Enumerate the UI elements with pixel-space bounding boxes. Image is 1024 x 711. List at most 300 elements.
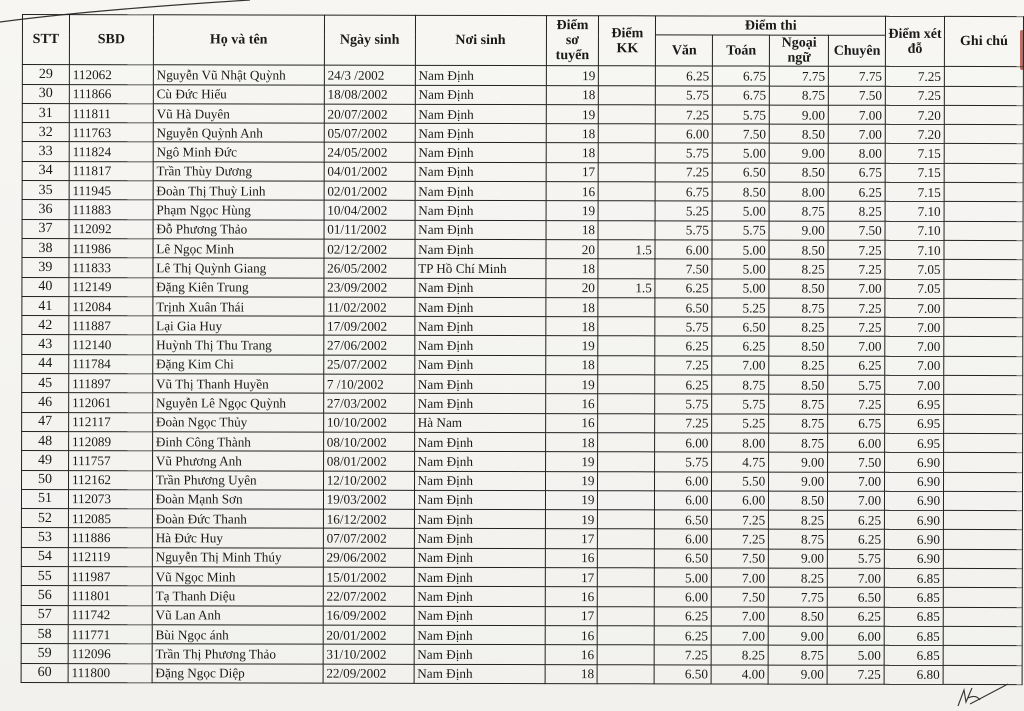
cell-van: 5.75 [656, 85, 713, 104]
cell-diem-kk [598, 587, 655, 606]
cell-diem-so-tuyen: 20 [546, 240, 599, 259]
cell-pob: Nam Định [415, 201, 546, 221]
cell-stt: 55 [21, 567, 68, 586]
cell-pob: Nam Định [414, 509, 545, 529]
cell-diem-xet-do: 6.80 [884, 665, 943, 684]
cell-diem-so-tuyen: 18 [546, 143, 599, 162]
cell-pob: Nam Định [414, 606, 545, 626]
cell-ghi-chu [944, 337, 1023, 356]
cell-toan: 8.25 [711, 645, 768, 664]
cell-ghi-chu [944, 183, 1023, 202]
cell-ngoai-ngu: 9.00 [770, 105, 829, 124]
cell-ngoai-ngu: 7.75 [770, 66, 829, 85]
cell-chuyen: 7.75 [829, 66, 886, 85]
cell-diem-xet-do: 6.95 [885, 414, 944, 433]
cell-name: Lê Thị Quỳnh Giang [153, 258, 324, 278]
cell-pob: Nam Định [414, 529, 545, 549]
table-row [22, 181, 1023, 202]
cell-diem-xet-do: 7.00 [885, 337, 944, 356]
cell-toan: 5.00 [713, 143, 770, 162]
cell-stt: 39 [22, 258, 69, 277]
cell-pob: Nam Định [415, 85, 546, 105]
cell-ghi-chu [943, 530, 1022, 549]
cell-ghi-chu [944, 318, 1023, 337]
cell-diem-xet-do: 6.90 [884, 549, 943, 568]
cell-ngoai-ngu: 8.00 [769, 182, 828, 201]
cell-ngoai-ngu: 8.75 [769, 394, 828, 413]
cell-name: Trịnh Xuân Thái [153, 297, 324, 317]
cell-dob: 22/09/2002 [323, 664, 414, 683]
cell-toan: 7.25 [712, 510, 769, 529]
table-header [22, 15, 1023, 67]
cell-name: Đoàn Ngọc Thủy [152, 412, 323, 432]
cell-stt: 56 [21, 586, 68, 605]
cell-chuyen: 6.75 [828, 163, 885, 182]
cell-diem-so-tuyen: 16 [545, 394, 598, 413]
table-row [22, 219, 1023, 240]
cell-stt: 48 [22, 431, 69, 450]
cell-toan: 5.00 [712, 279, 769, 298]
cell-name: Trần Thị Phương Thảo [152, 644, 323, 664]
table-row [21, 489, 1022, 510]
cell-ngoai-ngu: 9.00 [768, 626, 827, 645]
cell-ghi-chu [944, 125, 1023, 144]
cell-diem-so-tuyen: 18 [546, 124, 599, 143]
cell-diem-kk [599, 66, 656, 85]
cell-sbd: 111801 [68, 586, 152, 605]
cell-van: 5.00 [655, 568, 712, 587]
cell-ngoai-ngu: 8.25 [769, 259, 828, 278]
cell-diem-so-tuyen: 17 [545, 568, 598, 587]
cell-ghi-chu [943, 646, 1022, 665]
cell-dob: 27/03/2002 [323, 393, 414, 412]
cell-dob: 19/03/2002 [323, 490, 414, 509]
cell-stt: 57 [21, 605, 68, 624]
cell-chuyen: 7.25 [827, 665, 884, 684]
table-row [22, 451, 1023, 472]
cell-diem-kk [599, 85, 656, 104]
cell-chuyen: 7.25 [828, 240, 885, 259]
cell-ghi-chu [944, 356, 1023, 375]
cell-stt: 29 [22, 65, 69, 84]
cell-stt: 34 [22, 161, 69, 180]
cell-diem-xet-do: 7.00 [885, 298, 944, 317]
cell-ngoai-ngu: 9.00 [769, 549, 828, 568]
cell-sbd: 111817 [69, 161, 153, 180]
cell-diem-kk [598, 375, 655, 394]
cell-van: 6.00 [655, 587, 712, 606]
cell-diem-kk [598, 568, 655, 587]
cell-diem-kk [598, 471, 655, 490]
cell-sbd: 111945 [69, 181, 153, 200]
table-row [21, 509, 1022, 530]
table-row [22, 65, 1023, 86]
cell-van: 5.75 [655, 452, 712, 471]
cell-name: Đoàn Mạnh Sơn [152, 490, 323, 510]
cell-diem-so-tuyen: 16 [545, 645, 598, 664]
cell-diem-so-tuyen: 16 [545, 548, 598, 567]
cell-van: 6.25 [655, 278, 712, 297]
cell-chuyen: 8.00 [828, 144, 885, 163]
cell-toan: 8.00 [712, 433, 769, 452]
cell-van: 5.25 [655, 201, 712, 220]
cell-ngoai-ngu: 8.50 [769, 375, 828, 394]
cell-chuyen: 7.00 [828, 105, 885, 124]
cell-ghi-chu [944, 298, 1023, 317]
table-row [22, 470, 1023, 491]
table-row [22, 296, 1023, 317]
cell-ngoai-ngu: 7.75 [768, 587, 827, 606]
cell-chuyen: 6.75 [828, 414, 885, 433]
cell-diem-xet-do: 7.20 [885, 105, 944, 124]
cell-van: 6.00 [655, 491, 712, 510]
cell-stt: 60 [21, 663, 68, 682]
cell-dob: 18/08/2002 [324, 85, 415, 104]
cell-diem-so-tuyen: 17 [545, 606, 598, 625]
cell-toan: 6.25 [712, 336, 769, 355]
cell-ghi-chu [943, 549, 1022, 568]
cell-diem-kk [599, 201, 656, 220]
cell-stt: 43 [22, 335, 69, 354]
cell-diem-kk [598, 626, 655, 645]
cell-toan: 7.25 [712, 529, 769, 548]
cell-name: Đặng Kim Chi [153, 355, 324, 375]
cell-pob: Nam Định [414, 355, 545, 375]
cell-dob: 08/01/2002 [323, 451, 414, 470]
cell-chuyen: 7.25 [828, 395, 885, 414]
cell-diem-xet-do: 6.95 [885, 433, 944, 452]
cell-pob: Nam Định [414, 567, 545, 587]
header-sbd: SBD [69, 15, 153, 65]
cell-diem-kk [599, 124, 656, 143]
cell-ghi-chu [943, 568, 1022, 587]
cell-ghi-chu [944, 144, 1023, 163]
cell-ngoai-ngu: 8.50 [769, 240, 828, 259]
cell-diem-kk [598, 355, 655, 374]
cell-chuyen: 6.00 [828, 433, 885, 452]
cell-pob: Nam Định [414, 297, 545, 317]
cell-toan: 5.75 [712, 221, 769, 240]
table-row [22, 84, 1023, 105]
cell-diem-kk: 1.5 [598, 240, 655, 259]
cell-pob: Nam Định [414, 625, 545, 645]
header-diem-so-tuyen: Điểm sơ tuyển [546, 16, 599, 66]
header-stt: STT [22, 15, 69, 65]
cell-name: Trần Thùy Dương [153, 162, 324, 182]
cell-van: 6.00 [655, 433, 712, 452]
cell-van: 6.50 [655, 549, 712, 568]
cell-dob: 23/09/2002 [324, 278, 415, 297]
cell-name: Nguyễn Quỳnh Anh [153, 123, 324, 143]
cell-dob: 31/10/2002 [323, 644, 414, 663]
cell-sbd: 111987 [68, 567, 152, 586]
cell-sbd: 112162 [68, 470, 152, 489]
cell-sbd: 112085 [68, 509, 152, 528]
cell-toan: 7.00 [712, 607, 769, 626]
cell-toan: 5.75 [713, 105, 770, 124]
cell-stt: 49 [22, 451, 69, 470]
cell-pob: Nam Định [414, 645, 545, 665]
cell-stt: 37 [22, 219, 69, 238]
cell-sbd: 111986 [69, 239, 153, 258]
cell-dob: 12/10/2002 [323, 471, 414, 490]
cell-diem-kk [598, 664, 655, 683]
cell-diem-so-tuyen: 19 [545, 452, 598, 471]
cell-chuyen: 6.50 [827, 588, 884, 607]
cell-name: Nguyễn Vũ Nhật Quỳnh [153, 65, 324, 85]
cell-diem-so-tuyen: 18 [545, 664, 598, 683]
cell-pob: Nam Định [414, 587, 545, 607]
cell-pob: Hà Nam [414, 413, 545, 433]
cell-van: 6.25 [655, 336, 712, 355]
cell-stt: 32 [22, 123, 69, 142]
cell-ghi-chu [944, 202, 1023, 221]
cell-stt: 41 [22, 296, 69, 315]
cell-name: Đỗ Phương Thảo [153, 219, 324, 239]
cell-pob: Nam Định [415, 278, 546, 298]
cell-ngoai-ngu: 8.75 [769, 433, 828, 452]
cell-diem-xet-do: 6.85 [884, 646, 943, 665]
cell-sbd: 112061 [69, 393, 153, 412]
cell-toan: 8.75 [712, 375, 769, 394]
cell-diem-kk [598, 548, 655, 567]
cell-diem-kk [598, 452, 655, 471]
cell-diem-kk [598, 433, 655, 452]
cell-diem-xet-do: 7.15 [885, 182, 944, 201]
cell-stt: 59 [21, 644, 68, 663]
cell-diem-xet-do: 7.05 [885, 279, 944, 298]
cell-ngoai-ngu: 8.50 [769, 279, 828, 298]
table-row [22, 142, 1023, 163]
cell-stt: 46 [22, 393, 69, 412]
cell-dob: 29/06/2002 [323, 548, 414, 567]
cell-dob: 01/11/2002 [324, 220, 415, 239]
cell-van: 6.25 [655, 606, 712, 625]
cell-ngoai-ngu: 8.25 [769, 510, 828, 529]
header-diem-xet-do: Điểm xét đỗ [886, 16, 945, 66]
cell-diem-so-tuyen: 16 [546, 182, 599, 201]
cell-ghi-chu [944, 67, 1023, 86]
cell-toan: 6.50 [712, 163, 769, 182]
cell-stt: 45 [22, 374, 69, 393]
cell-pob: Nam Định [414, 548, 545, 568]
cell-name: Đinh Công Thành [152, 432, 323, 452]
cell-sbd: 111742 [68, 605, 152, 624]
cell-diem-xet-do: 6.95 [885, 395, 944, 414]
cell-ngoai-ngu: 8.50 [769, 124, 828, 143]
cell-dob: 11/02/2002 [324, 297, 415, 316]
cell-ngoai-ngu: 8.25 [769, 568, 828, 587]
cell-diem-so-tuyen: 19 [545, 375, 598, 394]
cell-ngoai-ngu: 8.50 [769, 491, 828, 510]
cell-name: Bùi Ngọc ánh [152, 625, 323, 645]
cell-diem-xet-do: 7.25 [885, 67, 944, 86]
table-row [22, 123, 1023, 144]
cell-ghi-chu [944, 105, 1023, 124]
cell-diem-kk [598, 220, 655, 239]
table-row [21, 644, 1022, 665]
cell-stt: 33 [22, 142, 69, 161]
cell-chuyen: 6.25 [828, 530, 885, 549]
cell-name: Nguyễn Thị Minh Thúy [152, 547, 323, 567]
cell-toan: 4.75 [712, 452, 769, 471]
cell-ngoai-ngu: 8.75 [769, 298, 828, 317]
cell-toan: 5.50 [712, 471, 769, 490]
exam-results-table [21, 14, 1024, 685]
cell-dob: 24/05/2002 [324, 143, 415, 162]
cell-ghi-chu [944, 86, 1023, 105]
table-row [21, 528, 1022, 549]
cell-pob: Nam Định [414, 490, 545, 510]
cell-ghi-chu [944, 433, 1023, 452]
cell-diem-so-tuyen: 19 [545, 471, 598, 490]
cell-diem-kk [599, 182, 656, 201]
cell-diem-so-tuyen: 16 [545, 626, 598, 645]
cell-sbd: 112062 [69, 65, 153, 84]
signature-mark [950, 680, 1010, 710]
header-diem-kk: Điểm KK [599, 16, 656, 66]
cell-toan: 7.50 [713, 124, 770, 143]
cell-diem-xet-do: 7.10 [885, 202, 944, 221]
cell-chuyen: 8.25 [828, 202, 885, 221]
cell-sbd: 111763 [69, 123, 153, 142]
cell-ngoai-ngu: 9.00 [769, 472, 828, 491]
cell-ghi-chu [943, 588, 1022, 607]
cell-diem-xet-do: 6.90 [885, 510, 944, 529]
cell-pob: Nam Định [414, 664, 545, 684]
table-row [22, 354, 1023, 375]
cell-dob: 20/07/2002 [324, 104, 415, 123]
cell-sbd: 112119 [68, 547, 152, 566]
cell-dob: 25/07/2002 [323, 355, 414, 374]
cell-sbd: 111886 [68, 528, 152, 547]
table-body [21, 65, 1023, 685]
table-row [22, 200, 1023, 221]
cell-chuyen: 5.75 [828, 549, 885, 568]
cell-diem-so-tuyen: 19 [545, 510, 598, 529]
table-row [22, 431, 1023, 452]
cell-sbd: 112073 [68, 489, 152, 508]
cell-toan: 8.50 [712, 182, 769, 201]
cell-dob: 17/09/2002 [324, 316, 415, 335]
cell-name: Trần Phương Uyên [152, 470, 323, 490]
cell-ghi-chu [944, 240, 1023, 259]
cell-diem-kk [598, 317, 655, 336]
cell-stt: 36 [22, 200, 69, 219]
cell-stt: 47 [22, 412, 69, 431]
cell-toan: 7.50 [712, 587, 769, 606]
table-row [22, 277, 1023, 298]
cell-diem-xet-do: 6.90 [885, 491, 944, 510]
cell-van: 7.25 [656, 105, 713, 124]
cell-name: Vũ Phương Anh [152, 451, 323, 471]
header-pob: Nơi sinh [415, 15, 546, 66]
cell-dob: 10/04/2002 [324, 201, 415, 220]
cell-chuyen: 7.00 [828, 124, 885, 143]
cell-diem-xet-do: 7.15 [885, 144, 944, 163]
cell-pob: Nam Định [414, 316, 545, 336]
cell-chuyen: 7.50 [828, 221, 885, 240]
cell-pob: Nam Định [414, 374, 545, 394]
table-row [21, 663, 1022, 684]
cell-stt: 31 [22, 103, 69, 122]
cell-diem-so-tuyen: 18 [545, 355, 598, 374]
table-row [22, 161, 1023, 182]
cell-pob: Nam Định [415, 66, 546, 86]
header-ngoai-ngu: Ngoại ngữ [770, 35, 829, 66]
cell-diem-so-tuyen: 17 [546, 162, 599, 181]
cell-dob: 16/12/2002 [323, 509, 414, 528]
cell-diem-so-tuyen: 19 [545, 336, 598, 355]
cell-name: Đặng Kiên Trung [153, 277, 324, 297]
table-row [22, 103, 1023, 124]
cell-dob: 26/05/2002 [324, 258, 415, 277]
cell-pob: Nam Định [415, 104, 546, 124]
cell-toan: 5.00 [712, 240, 769, 259]
cell-toan: 4.00 [711, 664, 768, 683]
cell-dob: 20/01/2002 [323, 625, 414, 644]
cell-stt: 42 [22, 316, 69, 335]
cell-van: 5.75 [655, 394, 712, 413]
cell-dob: 22/07/2002 [323, 586, 414, 605]
cell-van: 7.50 [655, 259, 712, 278]
cell-pob: Nam Định [414, 471, 545, 491]
cell-diem-so-tuyen: 18 [546, 220, 599, 239]
table-row [21, 586, 1022, 607]
cell-van: 6.50 [655, 298, 712, 317]
cell-diem-kk [598, 394, 655, 413]
cell-dob: 08/10/2002 [323, 432, 414, 451]
cell-stt: 53 [21, 528, 68, 547]
cell-van: 6.00 [655, 471, 712, 490]
cell-stt: 54 [21, 547, 68, 566]
cell-name: Vũ Ngọc Minh [152, 567, 323, 587]
cell-name: Ngô Minh Đức [153, 142, 324, 162]
cell-ngoai-ngu: 8.75 [769, 529, 828, 548]
table-row [21, 624, 1022, 645]
cell-stt: 44 [22, 354, 69, 373]
cell-name: Hà Đức Huy [152, 528, 323, 548]
cell-stt: 35 [22, 181, 69, 200]
cell-chuyen: 7.00 [828, 279, 885, 298]
cell-toan: 6.75 [713, 66, 770, 85]
cell-chuyen: 6.25 [828, 510, 885, 529]
cell-diem-xet-do: 7.00 [885, 356, 944, 375]
cell-toan: 7.50 [712, 549, 769, 568]
table-row [22, 316, 1023, 337]
cell-chuyen: 7.00 [827, 568, 884, 587]
cell-chuyen: 7.00 [828, 491, 885, 510]
cell-pob: Nam Định [415, 124, 546, 144]
cell-pob: Nam Định [414, 336, 545, 356]
cell-diem-xet-do: 7.00 [885, 317, 944, 336]
cell-pob: TP Hồ Chí Minh [415, 259, 546, 279]
cell-diem-so-tuyen: 19 [546, 66, 599, 85]
table-row [22, 374, 1023, 395]
cell-sbd: 111811 [69, 103, 153, 122]
header-dob: Ngày sinh [324, 15, 415, 65]
cell-van: 5.75 [655, 317, 712, 336]
cell-ngoai-ngu: 9.00 [769, 221, 828, 240]
cell-sbd: 111824 [69, 142, 153, 161]
cell-van: 6.75 [656, 182, 713, 201]
cell-ghi-chu [944, 279, 1023, 298]
cell-sbd: 111833 [69, 258, 153, 277]
cell-dob: 07/07/2002 [323, 529, 414, 548]
cell-name: Lê Ngọc Minh [153, 239, 324, 259]
cell-chuyen: 7.25 [828, 317, 885, 336]
cell-chuyen: 7.00 [828, 472, 885, 491]
